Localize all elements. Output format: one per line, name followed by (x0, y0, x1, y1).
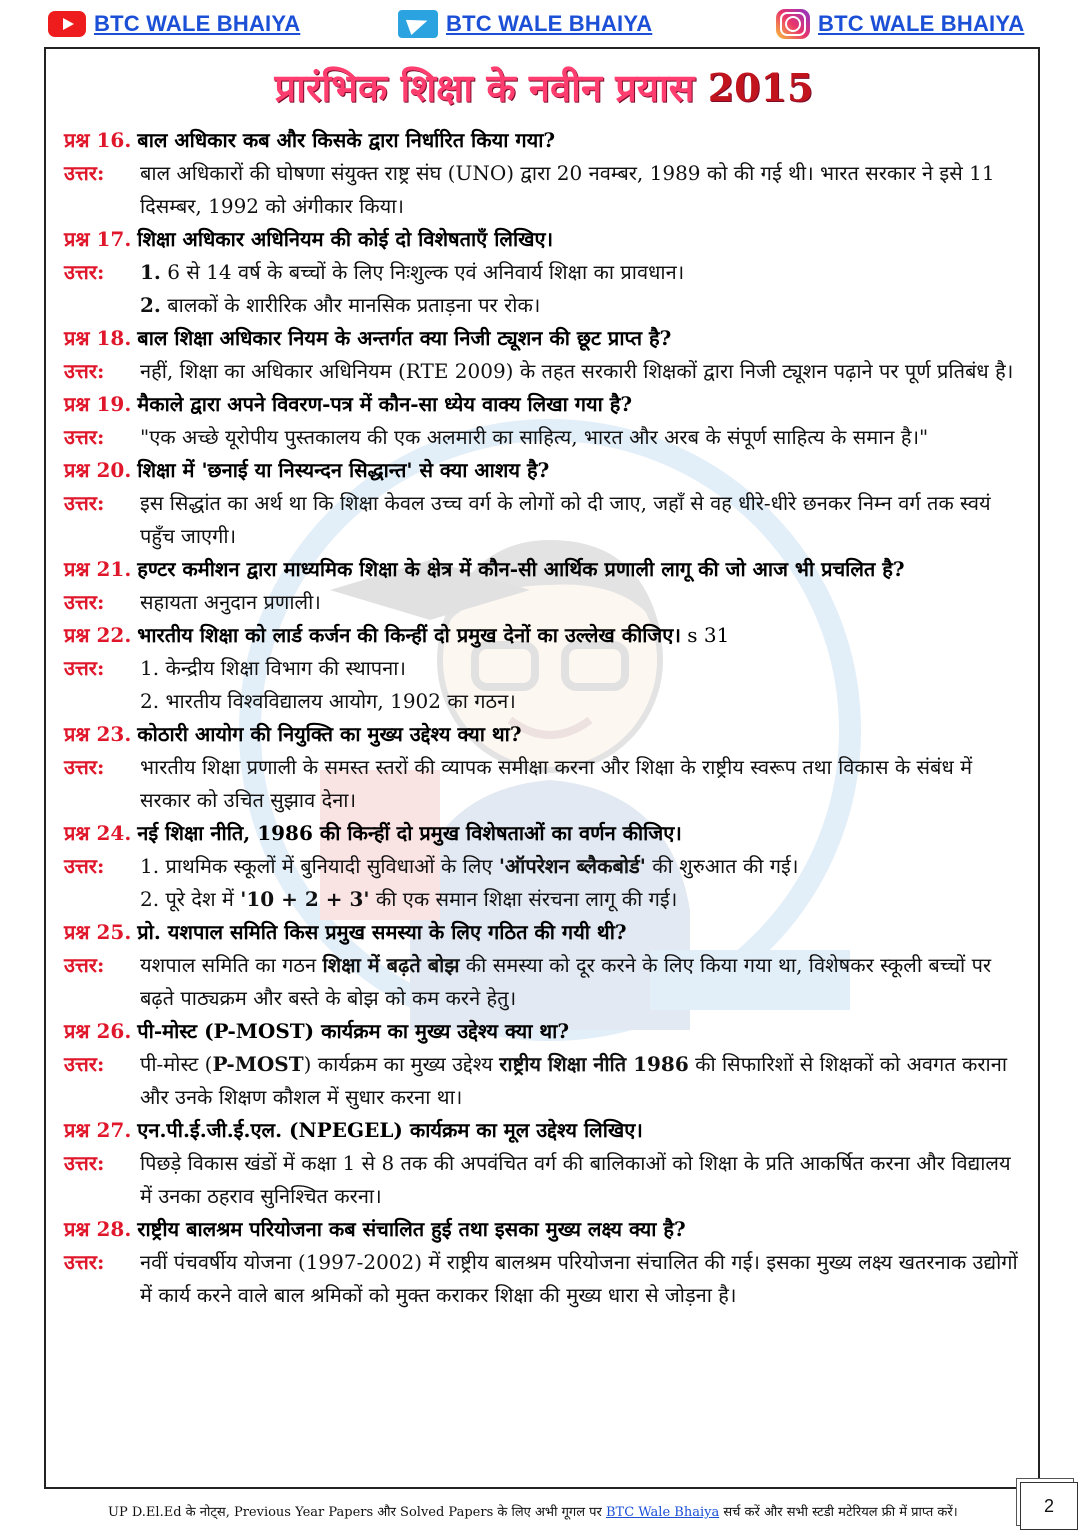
answer-label: उत्तर: (64, 1151, 105, 1175)
footer-link[interactable]: BTC Wale Bhaiya (606, 1505, 720, 1520)
answer-text: बाल अधिकारों की घोषणा संयुक्त राष्ट्र संघ (UNO) द्वारा 20 नवम्बर, 1989 को की गई थी। भारत सरकार ने इसे 11 दिसम्बर, 1992 को अंगीकार किया। (140, 161, 995, 218)
social-header (0, 0, 1086, 46)
question-number: प्रश्न 24. (64, 821, 132, 845)
answer-text (140, 256, 1024, 289)
qa-item-26 (64, 1015, 1024, 1114)
answer-label: उत्तर: (64, 491, 105, 515)
question-text: एन.पी.ई.जी.ई.एल. (NPEGEL) कार्यक्रम का मूल उद्देश्य लिखिए। (137, 1118, 643, 1142)
answer-text: पिछड़े विकास खंडों में कक्षा 1 से 8 तक की अपवंचित वर्ग की बालिकाओं को शिक्षा के प्रति आकर्षित करना और विद्यालय में उनका ठहराव सुनिश्चित करना। (140, 1151, 1011, 1208)
question-number: प्रश्न 18. (64, 326, 132, 350)
answer-point-text: बालकों के शारीरिक और मानसिक प्रताड़ना पर रोक। (167, 293, 541, 317)
title-year: 2015 (707, 65, 814, 110)
question-number: प्रश्न 17. (64, 227, 132, 251)
question-number: प्रश्न 23. (64, 722, 132, 746)
answer-label: उत्तर: (64, 854, 105, 878)
answer-text: नहीं, शिक्षा का अधिकार अधिनियम (RTE 2009) के तहत सरकारी शिक्षकों द्वारा निजी ट्यूशन पढ़ाने पर पूर्ण प्रतिबंध है। (140, 359, 1014, 383)
answer-text: सहायता अनुदान प्रणाली। (140, 590, 321, 614)
question-text: शिक्षा अधिकार अधिनियम की कोई दो विशेषताएँ लिखिए। (137, 227, 554, 251)
qa-item-20 (64, 454, 1024, 553)
telegram-icon (398, 10, 438, 38)
qa-item-18 (64, 322, 1024, 388)
answer-bold-fragment: शिक्षा में बढ़ते बोझ (322, 953, 460, 977)
youtube-label: BTC WALE BHAIYA (94, 11, 301, 36)
question-text: बाल अधिकार कब और किसके द्वारा निर्धारित किया गया? (137, 128, 556, 152)
page-title (64, 58, 1024, 120)
page-number: 2 (1020, 1482, 1078, 1530)
question-main-text: भारतीय शिक्षा को लार्ड कर्जन की किन्हीं दो प्रमुख देनों का उल्लेख कीजिए। (137, 623, 681, 647)
question-number: प्रश्न 26. (64, 1019, 132, 1043)
answer-text (140, 289, 1024, 322)
answer-label: उत्तर: (64, 1250, 105, 1274)
answer-text: इस सिद्धांत का अर्थ था कि शिक्षा केवल उच्च वर्ग के लोगों को दी जाए, जहाँ से वह धीरे-धीरे छनकर निम्न वर्ग तक स्वयं पहुँच जाएगी। (140, 491, 991, 548)
question-text: हण्टर कमीशन द्वारा माध्यमिक शिक्षा के क्षेत्र में कौन-सी आर्थिक प्रणाली लागू की जो आज भी प्रचलित है? (137, 557, 905, 581)
qa-item-23 (64, 718, 1024, 817)
answer-fragment: 1. प्राथमिक स्कूलों में बुनियादी सुविधाओं के लिए (140, 854, 499, 878)
answer-bold-fragment: P-MOST (212, 1052, 304, 1076)
qa-item-27 (64, 1114, 1024, 1213)
answer-label: उत्तर: (64, 656, 105, 680)
answer-point-text: 6 से 14 वर्ष के बच्चों के लिए निःशुल्क एवं अनिवार्य शिक्षा का प्रावधान। (167, 260, 685, 284)
question-number: प्रश्न 16. (64, 128, 132, 152)
question-number: प्रश्न 22. (64, 623, 132, 647)
instagram-icon (776, 9, 810, 39)
question-number: प्रश्न 27. (64, 1118, 132, 1142)
answer-label: उत्तर: (64, 425, 105, 449)
answer-text (140, 1048, 1024, 1114)
footer-text (108, 1502, 958, 1520)
answer-label: उत्तर: (64, 161, 105, 185)
answer-text: 1. केन्द्रीय शिक्षा विभाग की स्थापना। (140, 656, 407, 680)
question-text: राष्ट्रीय बालश्रम परियोजना कब संचालित हुई तथा इसका मुख्य लक्ष्य क्या है? (137, 1217, 686, 1241)
answer-text (140, 883, 1024, 916)
answer-label: उत्तर: (64, 1052, 105, 1076)
qa-item-17 (64, 223, 1024, 322)
footer-text-before: UP D.El.Ed के नोट्स, Previous Year Papers और Solved Papers के लिए अभी गूगल पर (108, 1505, 606, 1520)
question-number: प्रश्न 19. (64, 392, 132, 416)
youtube-icon (48, 11, 86, 37)
answer-text: नवीं पंचवर्षीय योजना (1997-2002) में राष्ट्रीय बालश्रम परियोजना संचालित की गई। इसका मुख्य लक्ष्य खतरनाक उद्योगों में कार्य करने वाले बाल श्रमिकों को मुक्त कराकर शिक्षा की मुख्य धारा से जोड़ना है। (140, 1250, 1018, 1307)
answer-fragment: ) कार्यक्रम का मुख्य उद्देश्य (303, 1052, 500, 1076)
answer-text: भारतीय शिक्षा प्रणाली के समस्त स्तरों की व्यापक समीक्षा करना और शिक्षा के राष्ट्रीय स्वरूप तथा विकास के संबंध में सरकार को उचित सुझाव देना। (140, 755, 973, 812)
qa-item-21 (64, 553, 1024, 619)
youtube-link[interactable] (48, 8, 300, 40)
answer-fragment: की सिफारिशों से शिक्षकों को अवगत कराना और उनके शिक्षण कौशल में सुधार करना था। (140, 1052, 1008, 1109)
question-text: प्रो. यशपाल समिति किस प्रमुख समस्या के लिए गठित की गयी थी? (137, 920, 627, 944)
question-text: नई शिक्षा नीति, 1986 की किन्हीं दो प्रमुख विशेषताओं का वर्णन कीजिए। (137, 821, 682, 845)
answer-label: उत्तर: (64, 359, 105, 383)
qa-item-28 (64, 1213, 1024, 1312)
instagram-link[interactable] (776, 8, 1024, 40)
answer-fragment: की समस्या को दूर करने के लिए किया गया था, विशेषकर स्कूली बच्चों पर बढ़ते पाठ्यक्रम और बस्ते के बोझ को कम करने हेतु। (140, 953, 992, 1010)
document-body (64, 58, 1024, 1312)
answer-label: उत्तर: (64, 953, 105, 977)
answer-text: "एक अच्छे यूरोपीय पुस्तकालय की एक अलमारी का साहित्य, भारत और अरब के संपूर्ण साहित्य के समान है।" (140, 425, 929, 449)
question-text: बाल शिक्षा अधिकार नियम के अन्तर्गत क्या निजी ट्यूशन की छूट प्राप्त है? (137, 326, 672, 350)
question-number: प्रश्न 28. (64, 1217, 132, 1241)
answer-label: उत्तर: (64, 755, 105, 779)
answer-text: 2. भारतीय विश्वविद्यालय आयोग, 1902 का गठन। (140, 689, 516, 713)
question-number: प्रश्न 25. (64, 920, 132, 944)
instagram-label: BTC WALE BHAIYA (818, 11, 1025, 36)
qa-item-25 (64, 916, 1024, 1015)
answer-fragment: की शुरुआत की गई। (645, 854, 799, 878)
answer-bold-fragment: 'ऑपरेशन ब्लैकबोर्ड' (498, 854, 646, 878)
question-number: प्रश्न 20. (64, 458, 132, 482)
answer-bold-fragment: राष्ट्रीय शिक्षा नीति 1986 (499, 1052, 689, 1076)
answer-point-number: 1. (140, 260, 161, 284)
telegram-label: BTC WALE BHAIYA (446, 11, 653, 36)
question-suffix: s 31 (680, 623, 730, 647)
answer-point-number: 2. (140, 293, 161, 317)
answer-fragment: पी-मोस्ट ( (140, 1052, 213, 1076)
answer-bold-fragment: '10 + 2 + 3' (240, 887, 370, 911)
answer-label: उत्तर: (64, 590, 105, 614)
qa-item-16 (64, 124, 1024, 223)
answer-fragment: की एक समान शिक्षा संरचना लागू की गई। (369, 887, 678, 911)
question-text: मैकाले द्वारा अपने विवरण-पत्र में कौन-सा ध्येय वाक्य लिखा गया है? (137, 392, 633, 416)
answer-text (140, 850, 1024, 883)
answer-fragment: यशपाल समिति का गठन (140, 953, 323, 977)
answer-fragment: 2. पूरे देश में (140, 887, 241, 911)
telegram-link[interactable] (398, 8, 652, 40)
question-number: प्रश्न 21. (64, 557, 132, 581)
page-footer (0, 1498, 1086, 1528)
answer-text (140, 949, 1024, 1015)
qa-item-19 (64, 388, 1024, 454)
qa-item-22 (64, 619, 1024, 718)
qa-item-24 (64, 817, 1024, 916)
question-text (137, 619, 729, 652)
question-text: शिक्षा में 'छनाई या निस्यन्दन सिद्धान्त' से क्या आशय है? (137, 458, 550, 482)
question-text: पी-मोस्ट (P-MOST) कार्यक्रम का मुख्य उद्देश्य क्या था? (137, 1019, 570, 1043)
question-text: कोठारी आयोग की नियुक्ति का मुख्य उद्देश्य क्या था? (137, 722, 522, 746)
answer-label: उत्तर: (64, 260, 105, 284)
footer-text-after: सर्च करें और सभी स्टडी मटेरियल फ्री में प्राप्त करें। (719, 1505, 958, 1520)
title-text: प्रारंभिक शिक्षा के नवीन प्रयास (274, 65, 695, 110)
